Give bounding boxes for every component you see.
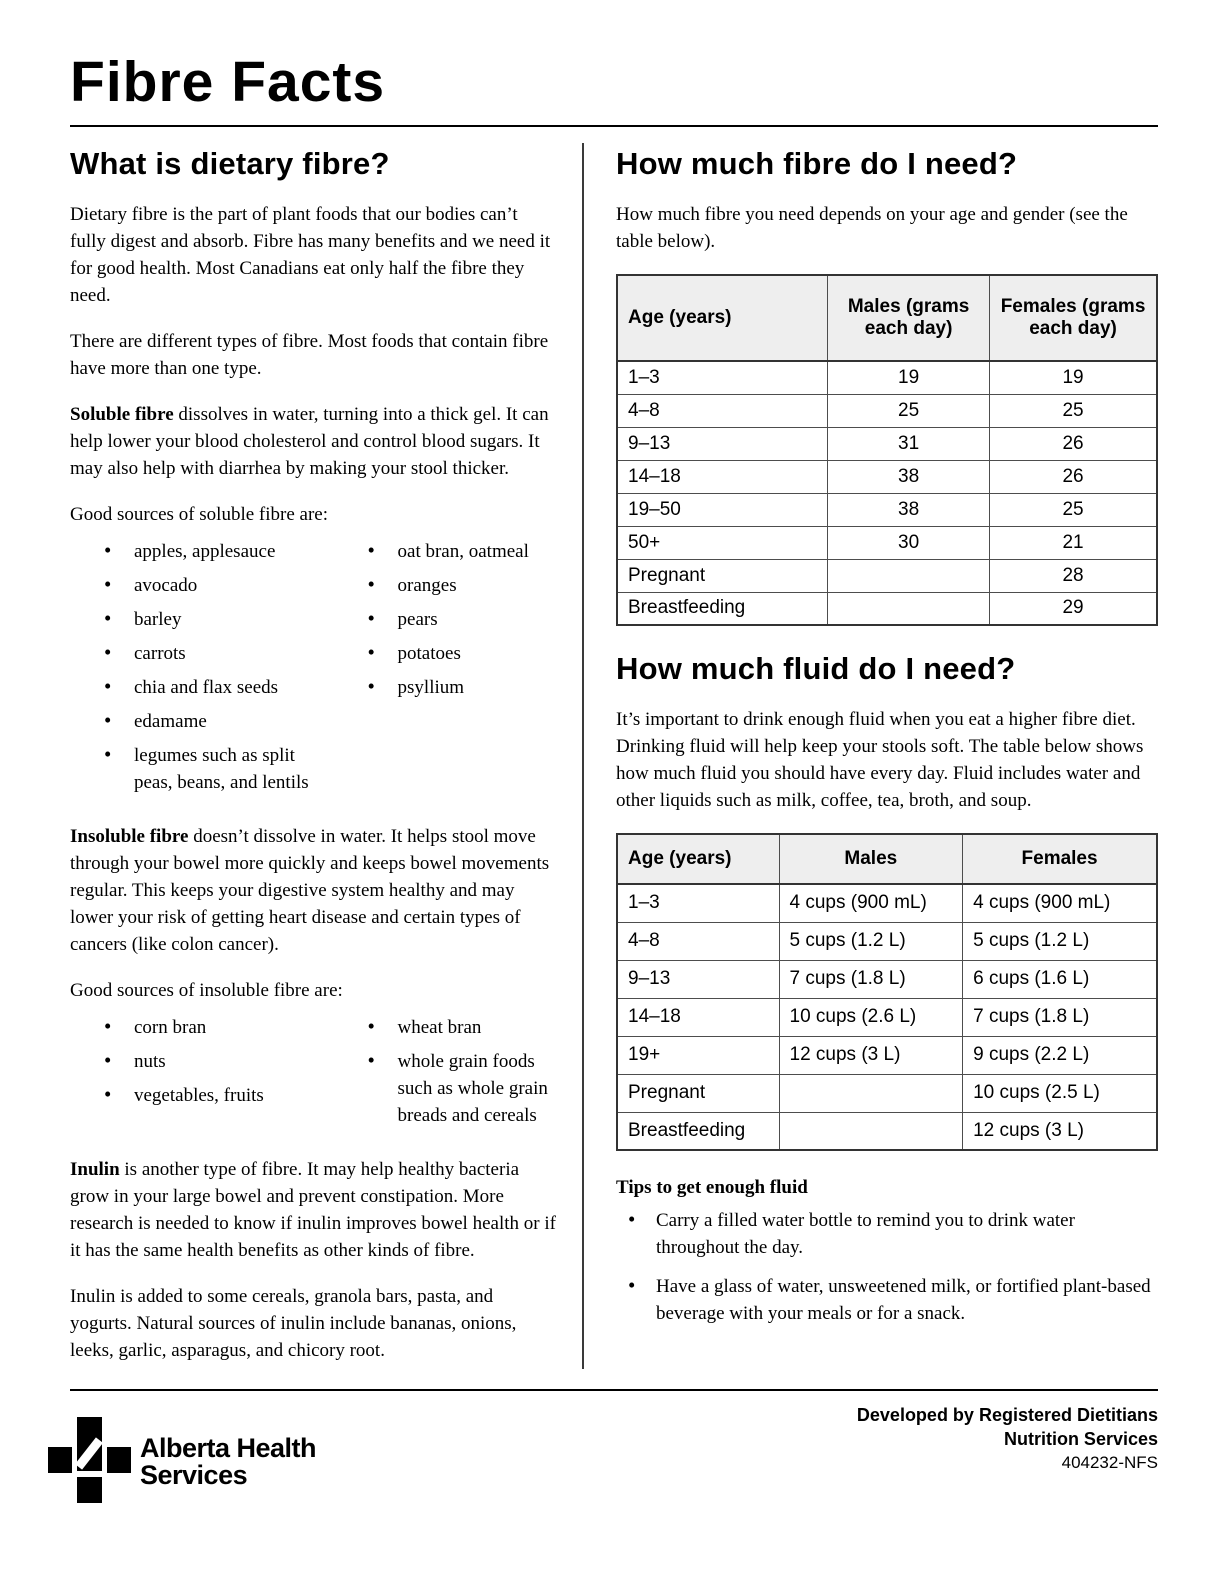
cell-age: Breastfeeding	[617, 592, 828, 625]
credit-developed-by: Developed by Registered Dietitians	[856, 1405, 1158, 1426]
list-item: • whole grain foods such as whole grain breads and cereals	[334, 1048, 558, 1129]
inulin-lead: Inulin	[70, 1159, 120, 1181]
footer-rule	[70, 1389, 1158, 1391]
cell-females: 9 cups (2.2 L)	[963, 1036, 1157, 1074]
soluble-fibre-lead: Soluble fibre	[70, 404, 174, 426]
cell-females: 25	[990, 493, 1157, 526]
list-item: • apples, applesauce	[70, 538, 334, 565]
table-row	[617, 922, 1157, 960]
table-header-row	[617, 275, 1157, 361]
cell-males: 25	[828, 394, 990, 427]
list-item: • carrots	[70, 640, 334, 667]
column-header-age: Age (years)	[617, 275, 828, 361]
cell-age: Pregnant	[617, 559, 828, 592]
cell-females: 6 cups (1.6 L)	[963, 960, 1157, 998]
cell-age: 4–8	[617, 394, 828, 427]
list-item: • corn bran	[70, 1014, 334, 1041]
cell-males-empty	[828, 592, 990, 625]
table-row	[617, 493, 1157, 526]
cell-females: 26	[990, 460, 1157, 493]
cell-females: 21	[990, 526, 1157, 559]
table-row	[617, 998, 1157, 1036]
cell-females: 7 cups (1.8 L)	[963, 998, 1157, 1036]
logo-line-2: Services	[140, 1460, 248, 1491]
table-header-row	[617, 834, 1157, 884]
cell-females: 5 cups (1.2 L)	[963, 922, 1157, 960]
section-heading-fibre-need: How much fibre do I need?	[616, 146, 1018, 181]
cell-males: 4 cups (900 mL)	[779, 884, 963, 922]
paragraph-insoluble-fibre	[70, 823, 558, 958]
cell-females: 12 cups (3 L)	[963, 1112, 1157, 1150]
document-number: 404232-NFS	[1061, 1453, 1158, 1473]
list-item: • chia and flax seeds	[70, 674, 334, 701]
cell-females: 26	[990, 427, 1157, 460]
paragraph-soluble-fibre	[70, 401, 558, 482]
column-header-males: Males (grams each day)	[828, 275, 990, 361]
table-row	[617, 1112, 1157, 1150]
table-row	[617, 526, 1157, 559]
credit-nutrition-services: Nutrition Services	[1003, 1429, 1158, 1450]
two-column-layout	[70, 135, 1158, 1383]
list-item: • barley	[70, 606, 334, 633]
cell-age: 19+	[617, 1036, 779, 1074]
list-item: • pears	[334, 606, 558, 633]
right-column	[584, 135, 1158, 1383]
soluble-sources-label: Good sources of soluble fibre are:	[70, 504, 329, 526]
soluble-sources-list	[70, 538, 558, 803]
table-row	[617, 884, 1157, 922]
logo-wordmark	[140, 1432, 317, 1491]
left-column	[70, 135, 582, 1383]
table-row	[617, 460, 1157, 493]
cell-age: 50+	[617, 526, 828, 559]
cell-age: 14–18	[617, 998, 779, 1036]
title-rule	[70, 125, 1158, 127]
cell-females: 19	[990, 361, 1157, 394]
insoluble-sources-label: Good sources of insoluble fibre are:	[70, 980, 343, 1002]
column-header-males: Males	[779, 834, 963, 884]
cell-males: 5 cups (1.2 L)	[779, 922, 963, 960]
list-item: • psyllium	[334, 674, 558, 701]
cell-females: 4 cups (900 mL)	[963, 884, 1157, 922]
column-header-females: Females	[963, 834, 1157, 884]
table-row	[617, 1074, 1157, 1112]
list-item: • avocado	[70, 572, 334, 599]
insoluble-sources-col2	[334, 1014, 558, 1136]
cell-age: 9–13	[617, 427, 828, 460]
cell-males-empty	[828, 559, 990, 592]
cell-males: 7 cups (1.8 L)	[779, 960, 963, 998]
list-item: • potatoes	[334, 640, 558, 667]
section-heading-dietary-fibre: What is dietary fibre?	[70, 146, 390, 181]
list-item: • nuts	[70, 1048, 334, 1075]
cell-females: 29	[990, 592, 1157, 625]
list-item: • vegetables, fruits	[70, 1082, 334, 1109]
cell-age: 9–13	[617, 960, 779, 998]
cell-males: 38	[828, 460, 990, 493]
list-item: • edamame	[70, 708, 334, 735]
page-title: Fibre Facts	[70, 50, 386, 114]
cell-females: 10 cups (2.5 L)	[963, 1074, 1157, 1112]
list-item: • legumes such as split peas, beans, and lentils	[70, 742, 334, 796]
footer-credits	[857, 1403, 1158, 1475]
cell-age: 4–8	[617, 922, 779, 960]
column-header-females: Females (grams each day)	[990, 275, 1157, 361]
document-header	[70, 50, 1158, 127]
table-row	[617, 394, 1157, 427]
paragraph-fluid-need-intro: It’s important to drink enough fluid when you eat a higher fibre diet. Drinking fluid will help keep your stools soft. The table below shows how much fluid you should have every day. Fluid includes water and other liquids such as milk, coffee, tea, broth, and soup.	[616, 709, 1144, 812]
insoluble-fibre-text: doesn’t dissolve in water. It helps stool move through your bowel more quickly and keeps bowel movements regular. This keeps your digestive system healthy and may lower your risk of getting heart disease and certain types of cancers (like colon cancer).	[70, 826, 550, 956]
insoluble-sources-list	[70, 1014, 558, 1136]
cell-females: 28	[990, 559, 1157, 592]
paragraph-inulin-sources: Inulin is added to some cereals, granola bars, pasta, and yogurts. Natural sources of inulin include bananas, onions, leeks, garlic, asparagus, and chicory root.	[70, 1286, 517, 1362]
cell-age: 1–3	[617, 884, 779, 922]
logo-line-1: Alberta Health	[140, 1432, 317, 1463]
ahs-cross-icon	[48, 1417, 128, 1503]
cell-males-empty	[779, 1074, 963, 1112]
column-header-age: Age (years)	[617, 834, 779, 884]
cell-age: Breastfeeding	[617, 1112, 779, 1150]
document-footer	[70, 1389, 1158, 1503]
cell-males: 38	[828, 493, 990, 526]
insoluble-sources-col1	[70, 1014, 334, 1136]
cell-age: 1–3	[617, 361, 828, 394]
cell-males: 19	[828, 361, 990, 394]
soluble-sources-col2	[334, 538, 558, 803]
section-heading-fluid-need: How much fluid do I need?	[616, 651, 1016, 687]
cell-males: 12 cups (3 L)	[779, 1036, 963, 1074]
table-row	[617, 592, 1157, 625]
soluble-fibre-text: dissolves in water, turning into a thick gel. It can help lower your blood cholesterol and control blood sugars. It may also help with diarrhea by making your stool thicker.	[70, 404, 549, 480]
cell-age: 19–50	[617, 493, 828, 526]
table-row	[617, 559, 1157, 592]
list-item: • oranges	[334, 572, 558, 599]
paragraph-inulin	[70, 1156, 558, 1264]
list-item: • wheat bran	[334, 1014, 558, 1041]
table-row	[617, 427, 1157, 460]
inulin-text: is another type of fibre. It may help healthy bacteria grow in your large bowel and prevent constipation. More research is needed to know if inulin improves bowel health or if it has the same health benefits as other kinds of fibre.	[70, 1159, 556, 1262]
list-item: • oat bran, oatmeal	[334, 538, 558, 565]
paragraph-fibre-need-intro: How much fibre you need depends on your age and gender (see the table below).	[616, 204, 1128, 253]
list-item: • Have a glass of water, unsweetened milk, or fortified plant-based beverage with your meals or for a snack.	[616, 1273, 1158, 1327]
list-item: • Carry a filled water bottle to remind you to drink water throughout the day.	[616, 1207, 1158, 1261]
table-row	[617, 361, 1157, 394]
cell-males: 10 cups (2.6 L)	[779, 998, 963, 1036]
cell-age: 14–18	[617, 460, 828, 493]
tips-heading: Tips to get enough fluid	[616, 1177, 808, 1199]
alberta-health-services-logo	[48, 1417, 316, 1503]
table-row	[617, 1036, 1157, 1074]
cell-males: 31	[828, 427, 990, 460]
cell-females: 25	[990, 394, 1157, 427]
table-row	[617, 960, 1157, 998]
cell-age: Pregnant	[617, 1074, 779, 1112]
tips-list	[616, 1207, 1158, 1327]
cell-males-empty	[779, 1112, 963, 1150]
insoluble-fibre-lead: Insoluble fibre	[70, 826, 189, 848]
fluid-requirements-table	[616, 833, 1158, 1151]
cell-males: 30	[828, 526, 990, 559]
soluble-sources-col1	[70, 538, 334, 803]
paragraph-fibre-types: There are different types of fibre. Most foods that contain fibre have more than one type.	[70, 331, 549, 380]
fibre-requirements-table	[616, 274, 1158, 626]
paragraph-dietary-fibre-intro: Dietary fibre is the part of plant foods that our bodies can’t fully digest and absorb. Fibre has many benefits and we need it for good health. Most Canadians eat only half the fibre they need.	[70, 204, 551, 307]
